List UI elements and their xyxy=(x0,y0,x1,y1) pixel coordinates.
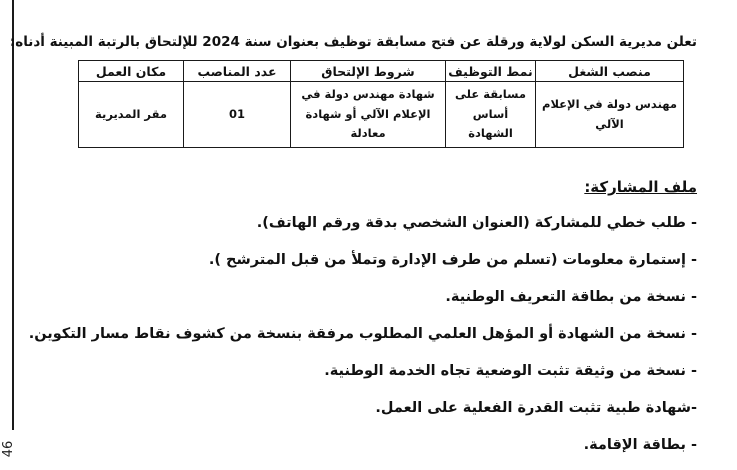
header-workplace: مكان العمل xyxy=(79,61,184,82)
header-mode: نمط التوظيف xyxy=(446,61,536,82)
documents-list xyxy=(28,208,697,467)
header-conditions: شروط الإلتحاق xyxy=(291,61,446,82)
list-item: - طلب خطي للمشاركة (العنوان الشخصي بدقة ورقم الهاتف). xyxy=(256,215,697,231)
list-item: - إستمارة معلومات (تسلم من طرف الإدارة وتملأ من قبل المترشح ). xyxy=(208,252,697,268)
page-side-number: 46 xyxy=(1,440,16,458)
list-item: - نسخة من الشهادة أو المؤهل العلمي المطلوب مرفقة بنسخة من كشوف نقاط مسار التكوين. xyxy=(28,326,697,342)
jobs-table xyxy=(78,60,684,148)
cell-workplace: مقر المديرية xyxy=(79,82,184,148)
section-title: ملف المشاركة: xyxy=(584,178,697,196)
table-row xyxy=(79,82,684,148)
left-margin-rule xyxy=(12,0,14,430)
announcement-intro: تعلن مديرية السكن لولاية ورقلة عن فتح مسابقة توظيف بعنوان سنة 2024 للإلتحاق بالرتبة المبينة أدناه: xyxy=(9,34,697,50)
table-header-row xyxy=(79,61,684,82)
list-item: -شهادة طبية تثبت القدرة الفعلية على العمل. xyxy=(375,400,697,416)
header-position: منصب الشغل xyxy=(536,61,684,82)
cell-count: 01 xyxy=(184,82,291,148)
list-item: - نسخة من وثيقة تثبت الوضعية تجاه الخدمة الوطنية. xyxy=(324,363,697,379)
header-count: عدد المناصب xyxy=(184,61,291,82)
cell-position: مهندس دولة في الإعلام الآلي xyxy=(536,82,684,148)
list-item: - نسخة من بطاقة التعريف الوطنية. xyxy=(445,289,697,305)
list-item: - بطاقة الإقامة. xyxy=(583,437,697,453)
cell-mode: مسابقة على أساس الشهادة xyxy=(446,82,536,148)
cell-conditions: شهادة مهندس دولة في الإعلام الآلي أو شهادة معادلة xyxy=(291,82,446,148)
